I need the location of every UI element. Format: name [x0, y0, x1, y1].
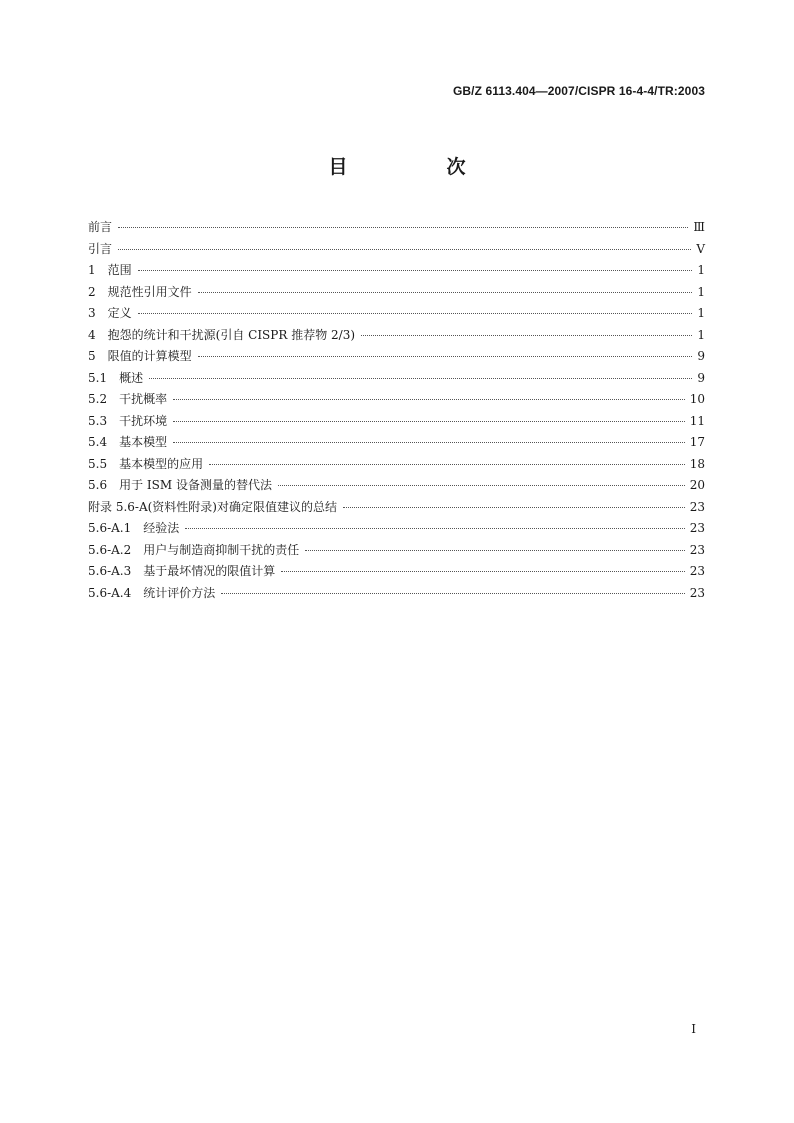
toc-entry-label: 前言 — [88, 220, 113, 234]
page-number: I — [691, 1022, 696, 1036]
toc-dot-leader — [173, 399, 685, 400]
toc-entry-page: 1 — [697, 263, 705, 277]
toc-entry-5-4[interactable] — [88, 433, 705, 455]
toc-entry-page: 9 — [697, 349, 705, 363]
toc-dot-leader — [118, 227, 688, 228]
toc-entry-label: 3 定义 — [88, 306, 132, 320]
toc-entry-page: 17 — [689, 435, 705, 449]
toc-entry-label: 1 范围 — [88, 263, 132, 277]
toc-entry-page: 23 — [689, 564, 705, 578]
toc-entry-page: 23 — [689, 542, 705, 557]
toc-entry-foreword[interactable] — [88, 218, 705, 240]
toc-dot-leader — [138, 313, 692, 314]
toc-dot-leader — [281, 571, 684, 572]
toc-entry-page: 23 — [689, 499, 705, 514]
toc-entry-page: 10 — [689, 392, 705, 406]
page-title: 目 次 — [328, 156, 506, 178]
toc-entry-label: 5.2 干扰概率 — [88, 392, 168, 406]
toc-entry-label: 5.6 用于 ISM 设备测量的替代法 — [88, 478, 272, 492]
toc-entry-label: 附录 5.6-A(资料性附录)对确定限值建议的总结 — [88, 499, 337, 514]
toc-dot-leader — [173, 421, 685, 422]
toc-entry-scope[interactable] — [88, 261, 705, 283]
toc-entry-label: 引言 — [88, 241, 113, 256]
toc-entry-page: 9 — [697, 370, 705, 385]
toc-entry-page: 1 — [697, 284, 705, 299]
toc-entry-label: 2 规范性引用文件 — [88, 284, 192, 299]
toc-entry-definitions[interactable] — [88, 304, 705, 326]
toc-entry-5-1[interactable] — [88, 369, 705, 391]
toc-entry-annex-5-6-a[interactable] — [88, 498, 705, 520]
toc-dot-leader — [221, 593, 684, 594]
toc-entry-label: 5.5 基本模型的应用 — [88, 456, 204, 471]
toc-entry-page: Ⅲ — [693, 220, 705, 234]
toc-entry-label: 5 限值的计算模型 — [88, 349, 192, 363]
toc-entry-page: Ⅴ — [696, 241, 705, 256]
toc-entry-limit-calculation-model[interactable] — [88, 347, 705, 369]
toc-dot-leader — [361, 335, 692, 336]
toc-entry-page: 11 — [689, 413, 705, 428]
toc-dot-leader — [209, 464, 685, 465]
toc-entry-5-6-a-1[interactable] — [88, 519, 705, 541]
toc-entry-page: 23 — [689, 521, 705, 535]
toc-dot-leader — [118, 249, 691, 250]
toc-entry-label: 5.6-A.4 统计评价方法 — [88, 585, 216, 600]
toc-dot-leader — [185, 528, 684, 529]
toc-entry-label: 4 抱怨的统计和干扰源(引自 CISPR 推荐物 2/3) — [88, 327, 356, 342]
toc-dot-leader — [305, 550, 684, 551]
toc-entry-page: 1 — [697, 327, 705, 342]
standard-code: GB/Z 6113.404—2007/CISPR 16-4-4/TR:2003 — [452, 84, 705, 98]
toc-entry-normative-references[interactable] — [88, 283, 705, 305]
toc-entry-5-5[interactable] — [88, 455, 705, 477]
toc-entry-5-2[interactable] — [88, 390, 705, 412]
toc-entry-5-6-a-4[interactable] — [88, 584, 705, 606]
toc-entry-label: 5.6-A.3 基于最坏情况的限值计算 — [88, 564, 276, 578]
toc-dot-leader — [138, 270, 692, 271]
toc-entry-label: 5.1 概述 — [88, 370, 144, 385]
toc-entry-label: 5.6-A.1 经验法 — [88, 521, 180, 535]
table-of-contents — [88, 218, 705, 605]
toc-dot-leader — [343, 507, 685, 508]
toc-entry-complaint-statistics[interactable] — [88, 326, 705, 348]
toc-entry-5-3[interactable] — [88, 412, 705, 434]
toc-entry-label: 5.4 基本模型 — [88, 435, 168, 449]
toc-entry-5-6-a-2[interactable] — [88, 541, 705, 563]
toc-entry-introduction[interactable] — [88, 240, 705, 262]
toc-dot-leader — [149, 378, 692, 379]
toc-entry-label: 5.6-A.2 用户与制造商抑制干扰的责任 — [88, 542, 300, 557]
toc-entry-label: 5.3 干扰环境 — [88, 413, 168, 428]
toc-entry-page: 18 — [689, 456, 705, 471]
toc-dot-leader — [278, 485, 685, 486]
toc-dot-leader — [198, 356, 692, 357]
toc-entry-5-6-a-3[interactable] — [88, 562, 705, 584]
toc-entry-5-6[interactable] — [88, 476, 705, 498]
toc-dot-leader — [173, 442, 685, 443]
toc-entry-page: 20 — [689, 478, 705, 492]
toc-dot-leader — [198, 292, 692, 293]
toc-entry-page: 23 — [689, 585, 705, 600]
toc-entry-page: 1 — [697, 306, 705, 320]
